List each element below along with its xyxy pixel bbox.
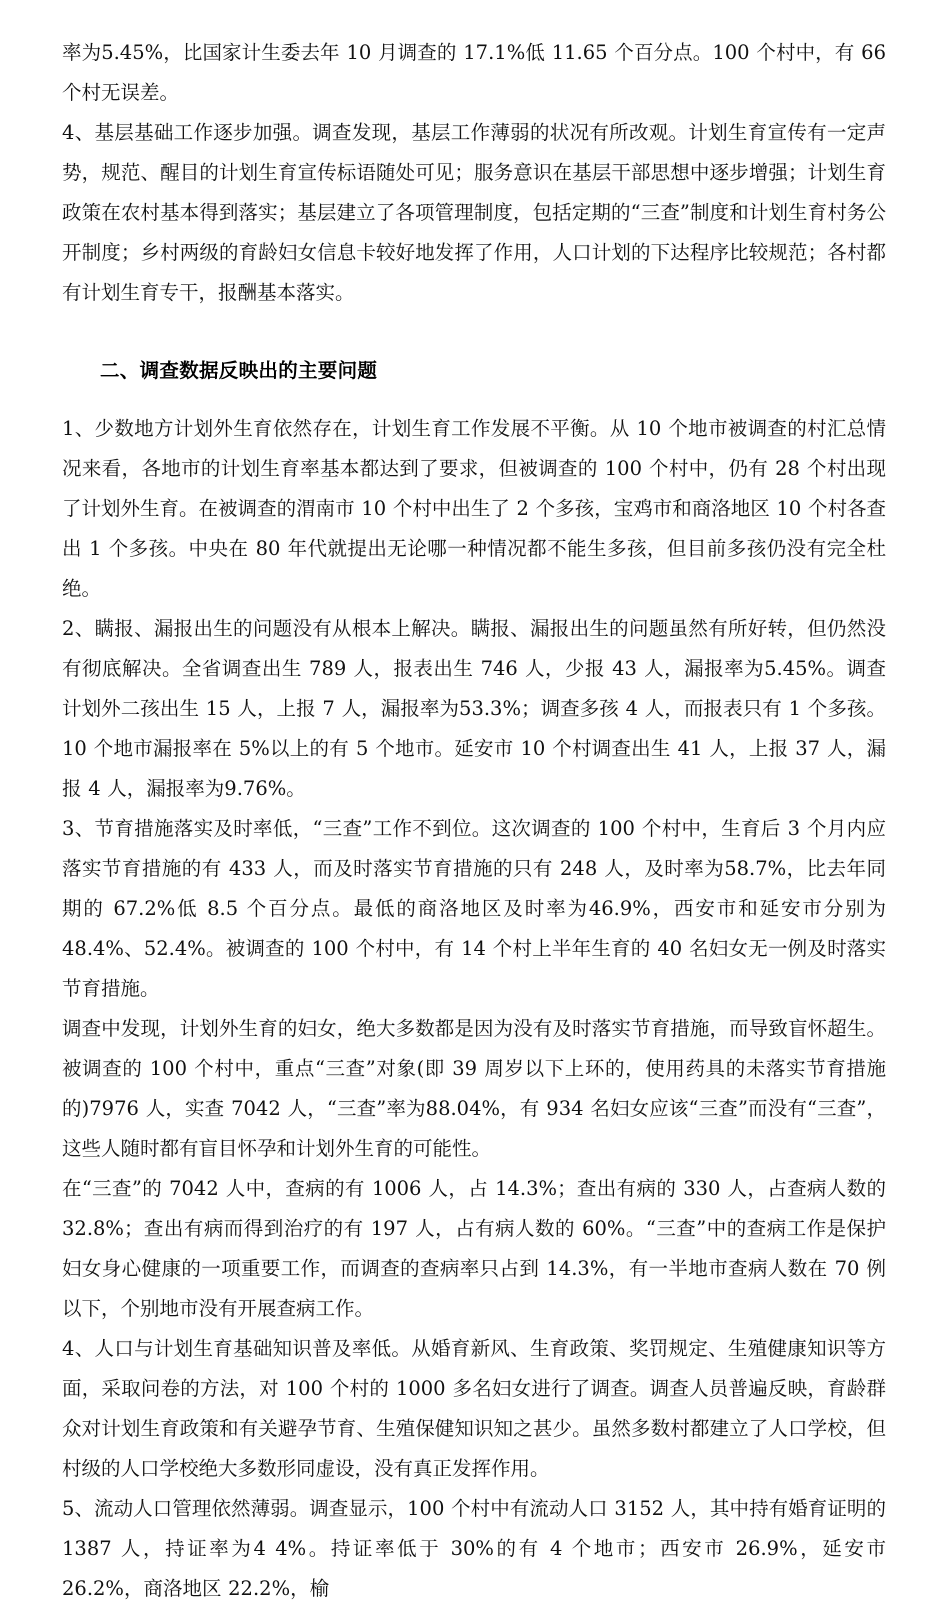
heading-spacer-below [62, 391, 886, 409]
paragraph-problem-1-unplanned-births: 1、少数地方计划外生育依然存在，计划生育工作发展不平衡。从 10 个地市被调查的村汇总情况来看，各地市的计划生育率基本都达到了要求，但被调查的 100 个村中，仍有 28 个村出现了计划外生育。在被调查的渭南市 10 个村中出生了 2 个多孩，宝鸡市和商洛地区 10 个村各查出 1 个多孩。中央在 80 年代就提出无论哪一种情况都不能生多孩，但目前多孩仍没有完全杜绝。 [62, 417, 886, 600]
paragraph-problem-3-continued-sancha: 调查中发现，计划外生育的妇女，绝大多数都是因为没有及时落实节育措施，而导致盲怀超生。被调查的 100 个村中，重点“三查”对象(即 39 周岁以下上环的，使用药具的未落实节育措施的)7976 人，实查 7042 人，“三查”率为88.04%，有 934 名妇女应该“三查”而没有“三查”，这些人随时都有盲目怀孕和计划外生育的可能性。 [62, 1017, 886, 1160]
page-text-column [62, 33, 886, 1609]
heading-spacer-above [62, 313, 886, 351]
paragraph-item4-grassroots-work: 4、基层基础工作逐步加强。调查发现，基层工作薄弱的状况有所改观。计划生育宣传有一定声势，规范、醒目的计划生育宣传标语随处可见；服务意识在基层干部思想中逐步增强；计划生育政策在农村基本得到落实；基层建立了各项管理制度，包括定期的“三查”制度和计划生育村务公开制度；乡村两级的育龄妇女信息卡较好地发挥了作用，人口计划的下达程序比较规范；各村都有计划生育专干，报酬基本落实。 [62, 121, 886, 304]
paragraph-problem-5-floating-population: 5、流动人口管理依然薄弱。调查显示，100 个村中有流动人口 3152 人，其中持有婚育证明的 1387 人，持证率为4 4%。持证率低于 30%的有 4 个地市；西安市 26.9%，延安市 26.2%，商洛地区 22.2%，榆 [62, 1497, 886, 1600]
paragraph-problem-2-underreporting: 2、瞒报、漏报出生的问题没有从根本上解决。瞒报、漏报出生的问题虽然有所好转，但仍然没有彻底解决。全省调查出生 789 人，报表出生 746 人，少报 43 人，漏报率为5.45%。调查计划外二孩出生 15 人，上报 7 人，漏报率为53.3%；调查多孩 4 人，而报表只有 1 个多孩。10 个地市漏报率在 5%以上的有 5 个地市。延安市 10 个村调查出生 41 人，上报 37 人，漏报 4 人，漏报率为9.76%。 [62, 617, 886, 800]
paragraph-problem-3-contraception-timeliness: 3、节育措施落实及时率低，“三查”工作不到位。这次调查的 100 个村中，生育后 3 个月内应落实节育措施的有 433 人，而及时落实节育措施的只有 248 人，及时率为58.7%，比去年同期的 67.2%低 8.5 个百分点。最低的商洛地区及时率为46.9%，西安市和延安市分别为48.4%、52.4%。被调查的 100 个村中，有 14 个村上半年生育的 40 名妇女无一例及时落实节育措施。 [62, 817, 886, 1000]
paragraph-problem-4-knowledge-popularization: 4、人口与计划生育基础知识普及率低。从婚育新风、生育政策、奖罚规定、生殖健康知识等方面，采取问卷的方法，对 100 个村的 1000 多名妇女进行了调查。调查人员普遍反映，育龄群众对计划生育政策和有关避孕节育、生殖保健知识知之甚少。虽然多数村都建立了人口学校，但村级的人口学校绝大多数形同虚设，没有真正发挥作用。 [62, 1337, 886, 1480]
paragraph-problem-3-continued-disease-check: 在“三查”的 7042 人中，查病的有 1006 人，占 14.3%；查出有病的 330 人，占查病人数的 32.8%；查出有病而得到治疗的有 197 人，占有病人数的 60%。“三查”中的查病工作是保护妇女身心健康的一项重要工作，而调查的查病率只占到 14.3%，有一半地市查病人数在 70 例以下，个别地市没有开展查病工作。 [62, 1177, 886, 1320]
paragraph-continued-rate: 率为5.45%，比国家计生委去年 10 月调查的 17.1%低 11.65 个百分点。100 个村中，有 66 个村无误差。 [62, 41, 886, 104]
section-heading-two: 二、调查数据反映出的主要问题 [100, 359, 378, 382]
